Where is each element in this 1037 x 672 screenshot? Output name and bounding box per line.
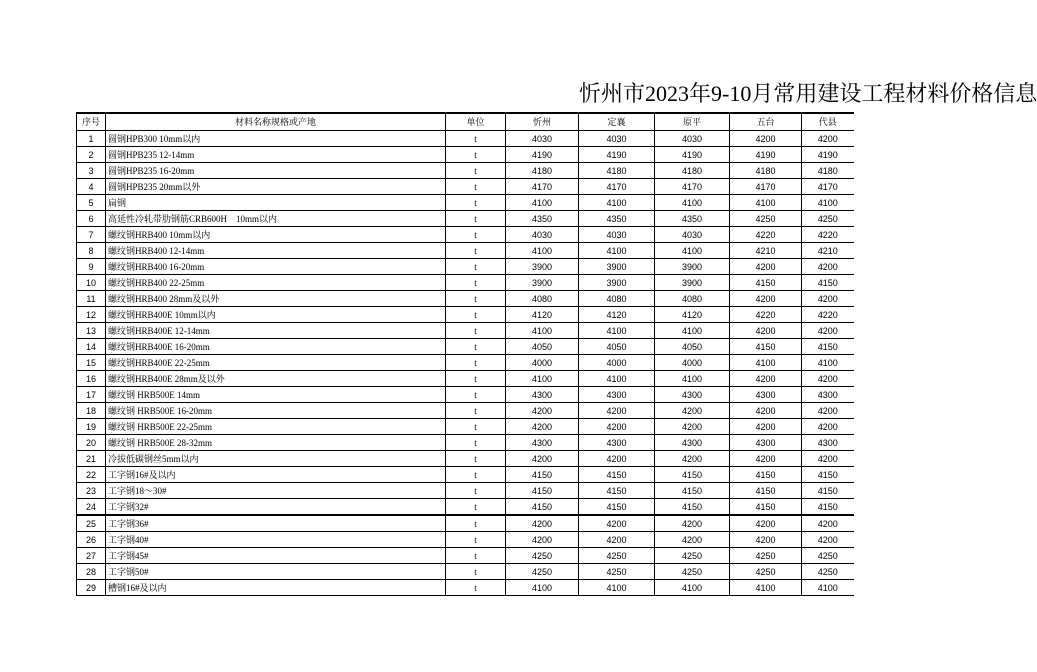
unit: t xyxy=(446,195,506,211)
price-cell: 4080 xyxy=(655,291,730,307)
table-row xyxy=(77,307,854,323)
price-cell: 4150 xyxy=(579,499,655,516)
unit: t xyxy=(446,275,506,291)
row-number: 15 xyxy=(77,355,106,371)
price-cell: 4080 xyxy=(579,291,655,307)
price-cell: 4030 xyxy=(579,227,655,243)
price-cell: 4250 xyxy=(506,564,579,580)
unit: t xyxy=(446,179,506,195)
price-cell: 4250 xyxy=(506,548,579,564)
unit: t xyxy=(446,147,506,163)
table-row xyxy=(77,515,854,532)
material-name: 螺纹钢 HRB500E 28-32mm xyxy=(106,435,446,451)
unit: t xyxy=(446,548,506,564)
material-name: 冷拔低碳钢丝5mm以内 xyxy=(106,451,446,467)
price-cell: 4200 xyxy=(802,451,854,467)
material-name: 圆钢HPB300 10mm以内 xyxy=(106,131,446,147)
price-cell: 4200 xyxy=(802,131,854,147)
price-cell: 4250 xyxy=(579,564,655,580)
price-cell: 4220 xyxy=(730,307,802,323)
material-name: 螺纹钢HRB400 22-25mm xyxy=(106,275,446,291)
price-cell: 4250 xyxy=(730,564,802,580)
price-cell: 4300 xyxy=(802,435,854,451)
table-row xyxy=(77,275,854,291)
price-cell: 4200 xyxy=(579,419,655,435)
table-row xyxy=(77,323,854,339)
unit: t xyxy=(446,435,506,451)
unit: t xyxy=(446,403,506,419)
price-cell: 4200 xyxy=(506,419,579,435)
price-cell: 4200 xyxy=(730,371,802,387)
material-name: 螺纹钢HRB400E 28mm及以外 xyxy=(106,371,446,387)
table-row xyxy=(77,467,854,483)
price-cell: 4190 xyxy=(655,147,730,163)
row-number: 19 xyxy=(77,419,106,435)
price-cell: 4100 xyxy=(579,580,655,596)
price-cell: 4190 xyxy=(506,147,579,163)
row-number: 6 xyxy=(77,211,106,227)
row-number: 27 xyxy=(77,548,106,564)
price-cell: 4300 xyxy=(730,435,802,451)
row-number: 7 xyxy=(77,227,106,243)
row-number: 28 xyxy=(77,564,106,580)
unit: t xyxy=(446,499,506,516)
price-cell: 4200 xyxy=(506,515,579,532)
page-title: 忻州市2023年9-10月常用建设工程材料价格信息 xyxy=(579,81,1037,106)
row-number: 13 xyxy=(77,323,106,339)
price-cell: 4180 xyxy=(579,163,655,179)
table-header-row xyxy=(77,113,854,131)
row-number: 22 xyxy=(77,467,106,483)
price-cell: 4180 xyxy=(802,163,854,179)
table-row xyxy=(77,435,854,451)
price-cell: 4100 xyxy=(506,323,579,339)
price-cell: 4150 xyxy=(802,467,854,483)
unit: t xyxy=(446,163,506,179)
unit: t xyxy=(446,291,506,307)
material-name: 螺纹钢HRB400 10mm以内 xyxy=(106,227,446,243)
price-cell: 4200 xyxy=(730,131,802,147)
material-name: 螺纹钢 HRB500E 16-20mm xyxy=(106,403,446,419)
unit: t xyxy=(446,339,506,355)
table-row xyxy=(77,580,854,596)
price-cell: 4100 xyxy=(579,243,655,259)
row-number: 14 xyxy=(77,339,106,355)
price-cell: 4100 xyxy=(655,371,730,387)
price-cell: 3900 xyxy=(655,275,730,291)
price-cell: 4200 xyxy=(579,403,655,419)
price-cell: 4200 xyxy=(655,403,730,419)
price-cell: 4150 xyxy=(802,499,854,516)
price-cell: 4150 xyxy=(730,339,802,355)
table-row xyxy=(77,291,854,307)
material-name: 螺纹钢HRB400 16-20mm xyxy=(106,259,446,275)
price-cell: 4300 xyxy=(730,387,802,403)
unit: t xyxy=(446,467,506,483)
price-cell: 3900 xyxy=(579,275,655,291)
table-row xyxy=(77,387,854,403)
price-cell: 4030 xyxy=(506,227,579,243)
price-cell: 4080 xyxy=(506,291,579,307)
unit: t xyxy=(446,419,506,435)
price-cell: 4150 xyxy=(579,483,655,499)
table-row xyxy=(77,211,854,227)
row-number: 17 xyxy=(77,387,106,403)
price-cell: 4030 xyxy=(506,131,579,147)
price-cell: 4200 xyxy=(802,323,854,339)
table-row xyxy=(77,259,854,275)
row-number: 20 xyxy=(77,435,106,451)
table-row xyxy=(77,355,854,371)
price-cell: 4300 xyxy=(579,387,655,403)
unit: t xyxy=(446,243,506,259)
row-number: 5 xyxy=(77,195,106,211)
price-cell: 4300 xyxy=(655,435,730,451)
row-number: 4 xyxy=(77,179,106,195)
price-cell: 4200 xyxy=(802,291,854,307)
price-cell: 4220 xyxy=(802,307,854,323)
row-number: 11 xyxy=(77,291,106,307)
price-cell: 4200 xyxy=(802,419,854,435)
title-clip xyxy=(0,79,1037,111)
price-cell: 4200 xyxy=(579,532,655,548)
price-cell: 4200 xyxy=(730,323,802,339)
price-cell: 4100 xyxy=(655,580,730,596)
price-cell: 4250 xyxy=(802,564,854,580)
material-name: 螺纹钢HRB400E 16-20mm xyxy=(106,339,446,355)
material-name: 螺纹钢 HRB500E 14mm xyxy=(106,387,446,403)
table-row xyxy=(77,163,854,179)
row-number: 10 xyxy=(77,275,106,291)
row-number: 25 xyxy=(77,515,106,532)
unit: t xyxy=(446,483,506,499)
table-row xyxy=(77,499,854,516)
table-row xyxy=(77,419,854,435)
table-row xyxy=(77,227,854,243)
price-cell: 3900 xyxy=(506,259,579,275)
unit: t xyxy=(446,307,506,323)
table-row xyxy=(77,532,854,548)
header-cell: 单位 xyxy=(446,113,506,131)
unit: t xyxy=(446,580,506,596)
material-name: 工字钢40# xyxy=(106,532,446,548)
material-name: 圆钢HPB235 20mm以外 xyxy=(106,179,446,195)
price-cell: 4220 xyxy=(802,227,854,243)
material-name: 螺纹钢HRB400E 12-14mm xyxy=(106,323,446,339)
price-cell: 4200 xyxy=(655,419,730,435)
price-cell: 4250 xyxy=(579,548,655,564)
price-cell: 4150 xyxy=(730,467,802,483)
row-number: 23 xyxy=(77,483,106,499)
unit: t xyxy=(446,355,506,371)
unit: t xyxy=(446,323,506,339)
material-name: 工字钢36# xyxy=(106,515,446,532)
price-cell: 4000 xyxy=(506,355,579,371)
price-cell: 4150 xyxy=(506,467,579,483)
price-cell: 4150 xyxy=(655,483,730,499)
price-cell: 4200 xyxy=(730,532,802,548)
price-cell: 3900 xyxy=(579,259,655,275)
price-cell: 4200 xyxy=(730,403,802,419)
unit: t xyxy=(446,451,506,467)
material-name: 工字钢32# xyxy=(106,499,446,516)
price-cell: 4150 xyxy=(802,483,854,499)
price-cell: 3900 xyxy=(506,275,579,291)
price-cell: 4170 xyxy=(802,179,854,195)
price-cell: 4200 xyxy=(579,451,655,467)
price-cell: 4200 xyxy=(506,451,579,467)
header-cell: 原平 xyxy=(655,113,730,131)
price-cell: 4180 xyxy=(655,163,730,179)
material-name: 高延性冷轧带肋钢筋CRB600H 10mm以内 xyxy=(106,211,446,227)
material-name: 螺纹钢HRB400E 22-25mm xyxy=(106,355,446,371)
price-cell: 4350 xyxy=(579,211,655,227)
table-body xyxy=(77,131,854,596)
price-cell: 4200 xyxy=(506,403,579,419)
price-cell: 4100 xyxy=(802,580,854,596)
price-cell: 4200 xyxy=(802,532,854,548)
price-cell: 4210 xyxy=(802,243,854,259)
price-cell: 4200 xyxy=(802,515,854,532)
table-row xyxy=(77,451,854,467)
table-row xyxy=(77,403,854,419)
price-cell: 4100 xyxy=(730,195,802,211)
unit: t xyxy=(446,131,506,147)
price-cell: 4030 xyxy=(579,131,655,147)
header-cell: 五台 xyxy=(730,113,802,131)
material-name: 工字钢50# xyxy=(106,564,446,580)
price-cell: 4120 xyxy=(506,307,579,323)
price-cell: 4100 xyxy=(730,355,802,371)
price-cell: 4120 xyxy=(655,307,730,323)
row-number: 18 xyxy=(77,403,106,419)
table-row xyxy=(77,483,854,499)
row-number: 1 xyxy=(77,131,106,147)
price-cell: 4100 xyxy=(579,195,655,211)
price-cell: 4200 xyxy=(730,419,802,435)
price-cell: 4150 xyxy=(730,483,802,499)
price-cell: 4150 xyxy=(802,275,854,291)
price-cell: 4300 xyxy=(802,387,854,403)
price-cell: 3900 xyxy=(655,259,730,275)
table-row xyxy=(77,339,854,355)
material-name: 螺纹钢 HRB500E 22-25mm xyxy=(106,419,446,435)
price-cell: 4200 xyxy=(730,291,802,307)
price-cell: 4200 xyxy=(655,451,730,467)
price-cell: 4200 xyxy=(506,532,579,548)
material-name: 扁钢 xyxy=(106,195,446,211)
row-number: 26 xyxy=(77,532,106,548)
price-cell: 4200 xyxy=(655,515,730,532)
price-cell: 4190 xyxy=(802,147,854,163)
price-cell: 4200 xyxy=(802,371,854,387)
price-cell: 4250 xyxy=(730,211,802,227)
price-cell: 4100 xyxy=(506,371,579,387)
table-row xyxy=(77,548,854,564)
price-cell: 4210 xyxy=(730,243,802,259)
price-cell: 4150 xyxy=(655,467,730,483)
price-cell: 4200 xyxy=(655,532,730,548)
header-cell: 材料名称规格或产地 xyxy=(106,113,446,131)
price-cell: 4250 xyxy=(802,211,854,227)
price-cell: 4050 xyxy=(506,339,579,355)
price-cell: 4350 xyxy=(506,211,579,227)
unit: t xyxy=(446,371,506,387)
price-cell: 4200 xyxy=(579,515,655,532)
price-cell: 4100 xyxy=(506,195,579,211)
price-cell: 4190 xyxy=(579,147,655,163)
unit: t xyxy=(446,515,506,532)
price-cell: 4300 xyxy=(506,387,579,403)
header-cell: 序号 xyxy=(77,113,106,131)
unit: t xyxy=(446,211,506,227)
table-row xyxy=(77,179,854,195)
price-cell: 4200 xyxy=(730,451,802,467)
price-cell: 4350 xyxy=(655,211,730,227)
price-cell: 4150 xyxy=(506,483,579,499)
price-cell: 4220 xyxy=(730,227,802,243)
row-number: 9 xyxy=(77,259,106,275)
header-cell: 代县 xyxy=(802,113,854,131)
unit: t xyxy=(446,564,506,580)
row-number: 8 xyxy=(77,243,106,259)
price-cell: 4250 xyxy=(802,548,854,564)
row-number: 21 xyxy=(77,451,106,467)
price-cell: 4150 xyxy=(579,467,655,483)
price-cell: 4150 xyxy=(730,275,802,291)
header-cell: 定襄 xyxy=(579,113,655,131)
material-name: 圆钢HPB235 12-14mm xyxy=(106,147,446,163)
table-row xyxy=(77,564,854,580)
material-name: 圆钢HPB235 16-20mm xyxy=(106,163,446,179)
row-number: 3 xyxy=(77,163,106,179)
price-cell: 4300 xyxy=(579,435,655,451)
price-cell: 4180 xyxy=(730,163,802,179)
price-cell: 4100 xyxy=(579,371,655,387)
price-cell: 4100 xyxy=(506,243,579,259)
price-cell: 4100 xyxy=(506,580,579,596)
price-cell: 4250 xyxy=(655,564,730,580)
material-name: 工字钢18～30# xyxy=(106,483,446,499)
unit: t xyxy=(446,227,506,243)
price-cell: 4050 xyxy=(579,339,655,355)
price-cell: 4100 xyxy=(655,323,730,339)
price-cell: 4100 xyxy=(579,323,655,339)
price-cell: 4000 xyxy=(579,355,655,371)
row-number: 12 xyxy=(77,307,106,323)
unit: t xyxy=(446,387,506,403)
table-row xyxy=(77,195,854,211)
price-cell: 4170 xyxy=(579,179,655,195)
material-name: 工字钢16#及以内 xyxy=(106,467,446,483)
row-number: 24 xyxy=(77,499,106,516)
price-cell: 4200 xyxy=(802,403,854,419)
material-name: 工字钢45# xyxy=(106,548,446,564)
price-cell: 4170 xyxy=(506,179,579,195)
unit: t xyxy=(446,532,506,548)
price-cell: 4120 xyxy=(579,307,655,323)
price-cell: 4200 xyxy=(802,259,854,275)
price-cell: 4300 xyxy=(506,435,579,451)
price-cell: 4170 xyxy=(730,179,802,195)
material-name: 螺纹钢HRB400 28mm及以外 xyxy=(106,291,446,307)
price-cell: 4200 xyxy=(730,515,802,532)
price-cell: 4100 xyxy=(730,580,802,596)
price-cell: 4150 xyxy=(730,499,802,516)
material-name: 螺纹钢HRB400 12-14mm xyxy=(106,243,446,259)
price-cell: 4170 xyxy=(655,179,730,195)
price-cell: 4200 xyxy=(730,259,802,275)
price-cell: 4250 xyxy=(730,548,802,564)
price-cell: 4180 xyxy=(506,163,579,179)
table-row xyxy=(77,371,854,387)
price-cell: 4100 xyxy=(655,243,730,259)
price-cell: 4030 xyxy=(655,227,730,243)
price-cell: 4050 xyxy=(655,339,730,355)
price-cell: 4150 xyxy=(802,339,854,355)
price-cell: 4250 xyxy=(655,548,730,564)
table-row xyxy=(77,243,854,259)
price-cell: 4030 xyxy=(655,131,730,147)
unit: t xyxy=(446,259,506,275)
price-table xyxy=(76,112,854,596)
row-number: 16 xyxy=(77,371,106,387)
price-cell: 4300 xyxy=(655,387,730,403)
price-cell: 4100 xyxy=(655,195,730,211)
price-cell: 4150 xyxy=(506,499,579,516)
header-cell: 忻州 xyxy=(506,113,579,131)
price-cell: 4000 xyxy=(655,355,730,371)
price-cell: 4190 xyxy=(730,147,802,163)
table-row xyxy=(77,147,854,163)
row-number: 29 xyxy=(77,580,106,596)
price-cell: 4150 xyxy=(655,499,730,516)
row-number: 2 xyxy=(77,147,106,163)
price-cell: 4100 xyxy=(802,355,854,371)
table-row xyxy=(77,131,854,147)
material-name: 槽钢16#及以内 xyxy=(106,580,446,596)
price-cell: 4100 xyxy=(802,195,854,211)
material-name: 螺纹钢HRB400E 10mm以内 xyxy=(106,307,446,323)
